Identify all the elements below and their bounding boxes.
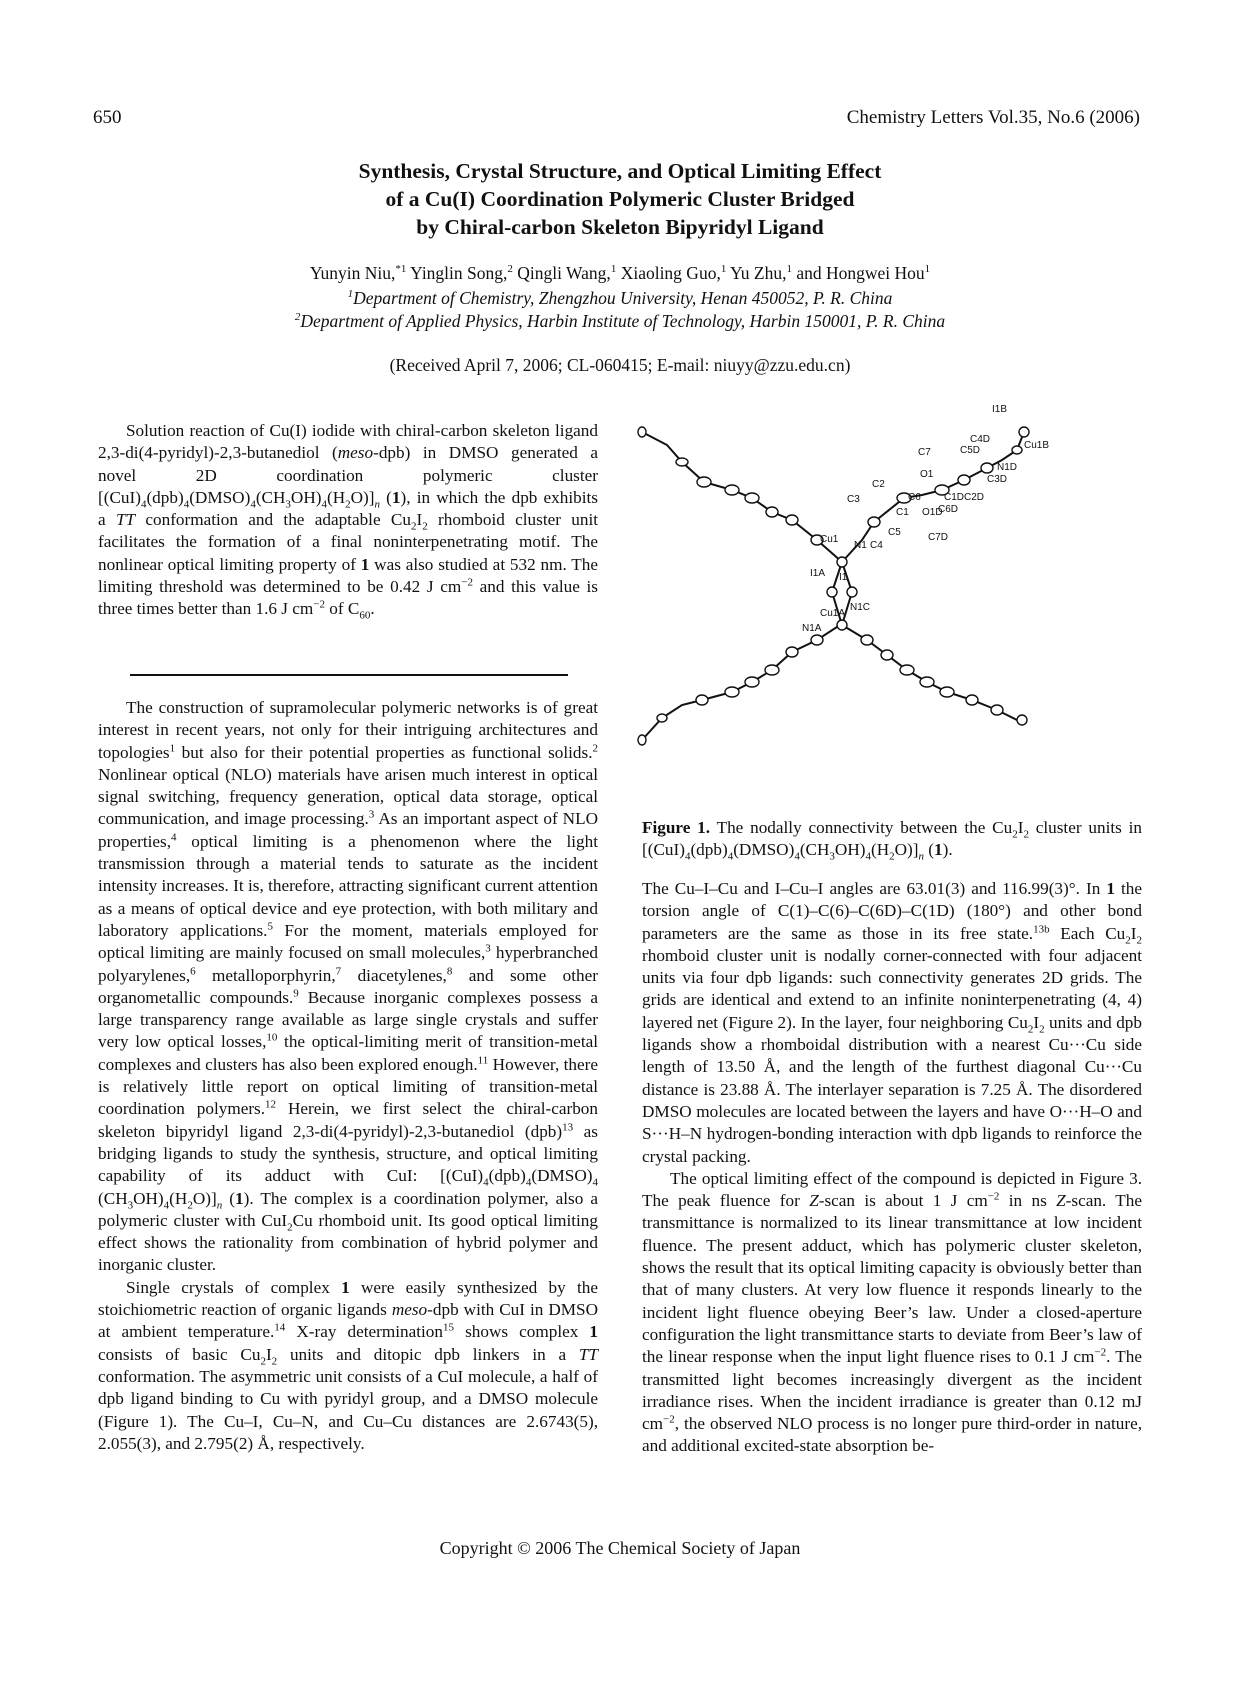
atom-label: C2D bbox=[964, 492, 985, 503]
abstract-divider bbox=[130, 674, 568, 676]
atom-label: Cu1B bbox=[1024, 440, 1050, 451]
atom-label: Cu1A bbox=[820, 608, 846, 619]
copyright-footer: Copyright © 2006 The Chemical Society of Japan bbox=[439, 1538, 801, 1558]
body-right-column bbox=[642, 878, 1142, 1458]
atom-label: I1B bbox=[992, 404, 1008, 415]
atom-label: C3D bbox=[987, 474, 1008, 485]
atom-label: C1 bbox=[896, 507, 909, 518]
figure-1-structure bbox=[642, 404, 1132, 820]
atom-label: I1A bbox=[810, 568, 826, 579]
body-left-column bbox=[98, 697, 598, 1455]
atom-label: N1C bbox=[850, 602, 871, 613]
journal-header: Chemistry Letters Vol.35, No.6 (2006) bbox=[846, 107, 1140, 128]
atom-label: C6 bbox=[908, 492, 921, 503]
atom-label: N1 bbox=[854, 540, 867, 551]
paragraph: The optical limiting effect of the compound is depicted in Figure 3. The peak fluence for Z-scan is about 1 J $cm^{-2}$ in ns Z-scan. The transmittance is normalized to its linear transmittance at low incident fluence. The present adduct, which has polymeric cluster skeleton, shows the result that its optical limiting capacity is obviously better than that of many clusters. At very low fluence it responds linearly to the incident light fluence obeying Beer’s law. Under a closed-aperture configuration the light transmittance starts to deviate from Beer’s law of the linear response when the input light fluence rises to 0.1 J $cm^{-2}$. The transmitted light becomes increasingly divergent as the incident irradiance rises. When the incident irradiance is greater than 0.12 mJ $cm^{-2}$, the observed NLO process is no longer pure third-order in nature, and additional excited-state absorption be- bbox=[642, 1168, 1142, 1456]
atom-label: I1 bbox=[839, 572, 848, 583]
atom-label: C6D bbox=[938, 504, 959, 515]
title-line: of a Cu(I) Coordination Polymeric Cluster Bridged bbox=[385, 187, 855, 211]
paragraph: The Cu–I–Cu and I–Cu–I angles are 63.01(3) and 116.99(3)°. In 1 the torsion angle of C(1)–C(6)–C(6D)–C(1D) (180°) and other bond parameters are the same as those in its free state.$^{13b}$ Each $Cu_2I_2$ rhomboid cluster unit is nodally corner-connected with four adjacent units via four dpb ligands: such connectivity generates 2D grids. The grids are identical and extend to an infinite noninterpenetrating (4, 4) layered net (Figure 2). In the layer, four neighboring $Cu_2I_2$ units and dpb ligands show a rhomboidal distribution with a nearest Cu···Cu side length of 13.50 Å, and the length of the furthest diagonal Cu···Cu distance is 23.88 Å. The interlayer separation is 7.25 Å. The disordered DMSO molecules are located between the layers and have O···H–O and S···H–N hydrogen-bonding interaction with dpb ligands to reinforce the crystal packing. bbox=[642, 879, 1142, 1166]
atom-label: C3 bbox=[847, 494, 860, 505]
author-list: Yunyin Niu,$^{*1}$ Yinglin Song,$^2$ Qingli Wang,$^1$ Xiaoling Guo,$^1$ Yu Zhu,$^1$ and Hongwei Hou$^1$ bbox=[309, 263, 931, 283]
atom-label: C1D bbox=[944, 492, 965, 503]
atom-label: C2 bbox=[872, 479, 885, 490]
atom-label: N1D bbox=[997, 462, 1018, 473]
title-line: by Chiral-carbon Skeleton Bipyridyl Ligand bbox=[416, 215, 824, 239]
atom-label: C4D bbox=[970, 434, 991, 445]
affiliation-2: $^2$Department of Applied Physics, Harbin Institute of Technology, Harbin 150001, P. R. China bbox=[294, 311, 946, 331]
abstract: Solution reaction of Cu(I) iodide with chiral-carbon skeleton ligand 2,3-di(4-pyridyl)-2,3-butanediol (meso-dpb) in DMSO generated a novel 2D coordination polymeric cluster $[(CuI)_4(dpb)_4(DMSO)_4(CH_3OH)_4(H_2O)]_n$ (1), in which the dpb exhibits a TT conformation and the adaptable $Cu_2I_2$ rhomboid cluster unit facilitates the formation of a final noninterpenetrating motif. The nonlinear optical limiting property of 1 was also studied at 532 nm. The limiting threshold was determined to be 0.42 J $cm^{-2}$ and this value is three times better than 1.6 J $cm^{-2}$ of $C_{60}$. bbox=[98, 421, 599, 622]
atom-label: O1 bbox=[920, 469, 934, 480]
paragraph: The construction of supramolecular polymeric networks is of great interest in recent years, not only for their intriguing architectures and topologies$^1$ but also for their potential properties as functional solids.$^2$ Nonlinear optical (NLO) materials have arisen much interest in optical signal switching, frequency generation, optical data storage, optical communication, and image processing.$^3$ As an important aspect of NLO properties,$^4$ optical limiting is a phenomenon where the light transmission through a material tends to saturate as the incident intensity increases. It is, therefore, attracting significant current attention as a means of optical device and eye protection, with both military and laboratory applications.$^5$ For the moment, materials employed for optical limiting are mainly focused on small molecules,$^3$ hyperbranched polyarylenes,$^6$ metalloporphyrin,$^7$ diacetylenes,$^8$ and some other organometallic compounds.$^9$ Because inorganic complexes possess a large transparency range available as large single crystals and suffer very low optical losses,$^{10}$ the optical-limiting merit of transition-metal complexes and clusters has also been explored enough.$^{11}$ However, there is relatively little report on optical limiting of transition-metal coordination polymers.$^{12}$ Herein, we first select the chiral-carbon skeleton bipyridyl ligand 2,3-di(4-pyridyl)-2,3-butanediol (dpb)$^{13}$ as bridging ligands to study the synthesis, structure, and optical limiting capability of its adduct with CuI: [$(CuI)_4(dpb)_4(DMSO)_4$ $(CH_3OH)_4(H_2O)]_n$ (1). The complex is a coordination polymer, also a polymeric cluster with CuI$_2$Cu rhomboid unit. Its good optical limiting effect shows the rationality from combination of hybrid polymer and inorganic cluster. bbox=[98, 698, 599, 1275]
crystal-structure-drawing bbox=[642, 404, 1132, 820]
atom-label: N1A bbox=[802, 623, 822, 634]
atom-label: C7D bbox=[928, 532, 949, 543]
atom-label: C5 bbox=[888, 527, 901, 538]
paper-title bbox=[200, 157, 1040, 241]
paragraph: Single crystals of complex 1 were easily synthesized by the stoichiometric reaction of organic ligands meso-dpb with CuI in DMSO at ambient temperature.$^{14}$ X-ray determination$^{15}$ shows complex 1 consists of basic $Cu_2I_2$ units and ditopic dpb linkers in a TT conformation. The asymmetric unit consists of a CuI molecule, a half of dpb ligand binding to Cu with pyridyl group, and a DMSO molecule (Figure 1). The Cu–I, Cu–N, and Cu–Cu distances are 2.6743(5), 2.055(3), and 2.795(2) Å, respectively. bbox=[98, 1277, 598, 1453]
atom-label: C5D bbox=[960, 445, 981, 456]
atom-label: Cu1 bbox=[820, 534, 839, 545]
atom-label: O1D bbox=[922, 507, 943, 518]
title-line: Synthesis, Crystal Structure, and Optical Limiting Effect bbox=[358, 159, 882, 183]
atom-label: C7 bbox=[918, 447, 931, 458]
atom-label: C4 bbox=[870, 540, 883, 551]
received-line: (Received April 7, 2006; CL-060415; E-mail: niuyy@zzu.edu.cn) bbox=[389, 355, 851, 375]
figure-1-caption: Figure 1. The nodally connectivity between the $Cu_2I_2$ cluster units in $[(CuI)_4(dpb)_4(DMSO)_4(CH_3OH)_4(H_2O)]_n$ (1). bbox=[642, 818, 1142, 863]
affiliation-1: $^1$Department of Chemistry, Zhengzhou University, Henan 450052, P. R. China bbox=[347, 288, 893, 308]
page-number: 650 bbox=[93, 107, 122, 128]
